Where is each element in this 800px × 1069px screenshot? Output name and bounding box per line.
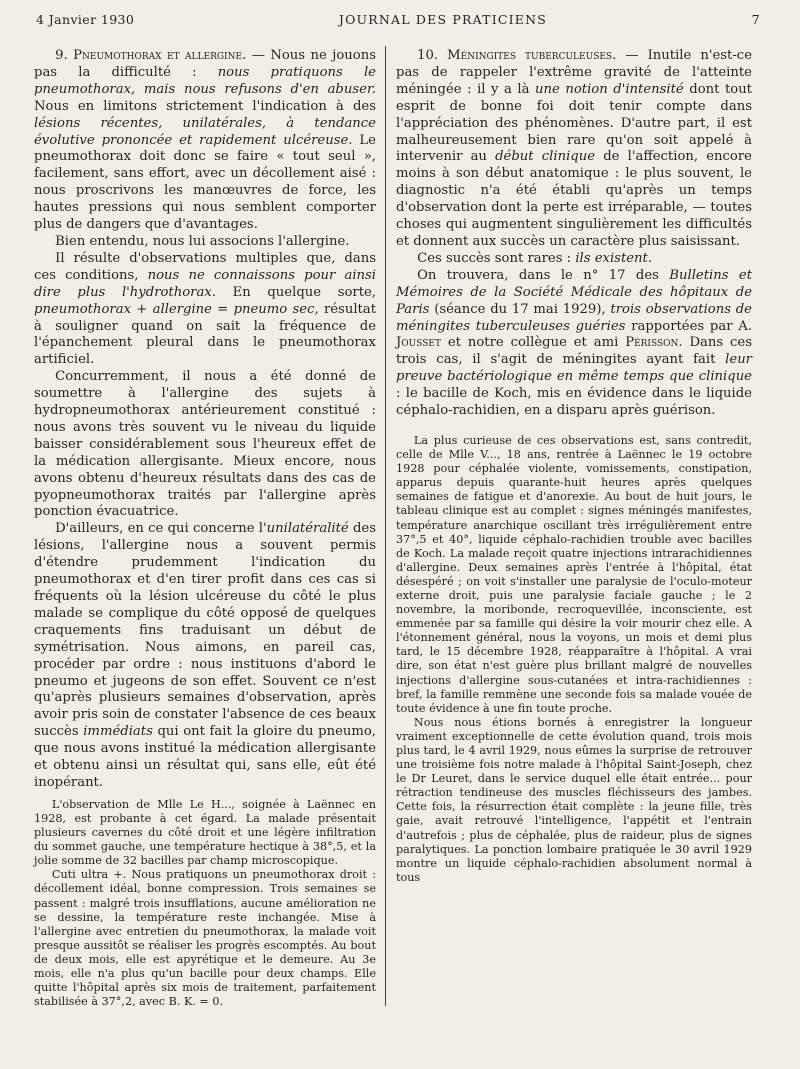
small-paragraph: Nous nous étions bornés à enregistrer la longueur vraiment exceptionnelle de cette évolution quand, trois mois plus tard, le 4 avril 1929, nous eûmes la surprise de retrouver une troisième fois notre malade à l'hôpital Saint-Joseph, chez le Dr Leuret, dans le service duquel elle était entrée... pour rétraction tendineuse des muscles fléchisseurs des jambes. Cette fois, la résurrection était complète : la jeune fille, très gaie, avait retrouvé l'intelligence, l'appétit et l'entrain d'autrefois ; plus de céphalée, plus de raideur, plus de signes paralytiques. La ponction lombaire pratiquée le 30 avril 1929 montre un liquide céphalo-rachidien absolument normal à tous <box>396 715 752 884</box>
small-paragraph: Cuti ultra +. Nous pratiquons un pneumothorax droit : décollement idéal, bonne compression. Trois semaines se passent : malgré trois insufflations, aucune amélioration ne se dessine, la température reste inchangée. Mise à l'allergine avec entretien du pneumothorax, la malade voit presque aussitôt se réaliser les progrès escomptés. Au bout de deux mois, elle est apyrétique et le demeure. Au 3e mois, elle n'a plus qu'un bacille pour deux champs. Elle quitte l'hôpital après six mois de traitement, parfaitement stabilisée à 37°,2, avec B. K. = 0. <box>34 868 376 1009</box>
section-10-heading: 10. Méningites tuberculeuses. <box>417 48 617 63</box>
section-10-paragraph: 10. Méningites tuberculeuses. — Inutile n'est-ce pas de rappeler l'extrême gravité de l'atteinte méningée : il y a là une notion d'intensité dont tout esprit de bonne foi doit tenir compte dans l'appréciation des phénomènes. D'autre part, il est malheureusement bien rare qu'on soit appelé à intervenir au début clinique de l'affection, encore moins à son début anatomique : le plus souvent, le diagnostic n'a été établi qu'après un temps d'observation dont la perte est irréparable, — toutes choses qui augmentent singulièrement les difficultés et donnent aux succès un caractère plus saisissant. <box>396 48 753 249</box>
case-report-right <box>396 434 752 885</box>
right-column <box>396 48 752 885</box>
header-journal-title: JOURNAL DES PRATICIENS <box>338 11 547 27</box>
paragraph: Concurremment, il nous a été donné de soumettre à l'allergine des sujets à hydropneumothorax antérieurement constitué : nous avons très souvent vu le niveau du liquide baisser considérablement sous l'heureux effet de la médication allergisante. Mieux encore, nous avons obtenu d'heureux résultats dans des cas de pyopneumothorax traités par l'allergine après ponction évacuatrice. <box>34 369 376 520</box>
paragraph: Il résulte d'observations multiples que, dans ces conditions, nous ne connaissons pour ainsi dire plus l'hydrothorax. En quelque sorte, pneumothorax + allergine = pneumo sec, résultat à souligner quand on sait la fréquence de l'épanchement pleural dans le pneumothorax artificiel. <box>34 250 377 368</box>
left-column <box>34 48 376 1009</box>
small-paragraph: La plus curieuse de ces observations est, sans contredit, celle de Mlle V..., 18 ans, rentrée à Laënnec le 19 octobre 1928 pour céphalée violente, vomissements, constipation, apparus depuis quarante-huit heures après quelques semaines de fatigue et d'anorexie. Au bout de huit jours, le tableau clinique est au complet : signes méningés manifestes, température anarchique oscillant très irrégulièrement entre 37°,5 et 40°, liquide céphalo-rachidien trouble avec bacilles de Koch. La malade reçoit quatre injections intrarachidiennes d'allergine. Deux semaines après l'entrée à l'hôpital, état désespéré ; on voit s'installer une paralysie de l'oculo-moteur externe droit, puis une paralysie faciale gauche ; le 2 novembre, la moribonde, recroquevillée, inconsciente, est emmenée par sa famille qui désire la voir mourir chez elle. A l'étonnement général, nous la voyons, un mois et demi plus tard, le 15 décembre 1928, réapparaître à l'hôpital. A vrai dire, son état n'est guère plus brillant malgré de nouvelles injections d'allergine sous-cutanées et intra-rachidiennes : bref, la famille remmène une seconde fois sa malade vouée de toute évidence à une fin toute proche. <box>396 433 752 715</box>
column-divider <box>385 46 386 1006</box>
section-9-heading: 9. Pneumothorax et allergine. <box>55 48 247 63</box>
paragraph: Ces succès sont rares : ils existent. <box>417 250 653 266</box>
header-page-number: 7 <box>751 11 760 27</box>
paragraph: Bien entendu, nous lui associons l'allergine. <box>55 233 350 249</box>
paragraph: On trouvera, dans le n° 17 des Bulletins et Mémoires de la Société Médicale des hôpitaux de Paris (séance du 17 mai 1929), trois observations de méningites tuberculeuses guéries rapportées par A. Jousset et notre collègue et ami Périsson. Dans ces trois cas, il s'agit de méningites ayant fait leur preuve bactériologique en même temps que clinique : le bacille de Koch, mis en évidence dans le liquide céphalo-rachidien, en a disparu après guérison. <box>396 267 753 419</box>
paragraph: D'ailleurs, en ce qui concerne l'unilatéralité des lésions, l'allergine nous a souvent permis d'étendre prudemment l'indication du pneumothorax et d'en tirer profit dans ces cas si fréquents où la lésion ulcéreuse du côté le plus malade se complique du côté opposé de quelques craquements fins traduisant un début de symétrisation. Nous aimons, en pareil cas, procéder par ordre : nous instituons d'abord le pneumo et jugeons de son effet. Souvent ce n'est qu'après plusieurs semaines d'observation, après avoir pris soin de constater l'absence de ces beaux succès immédiats qui ont fait la gloire du pneumo, que nous avons institué la médication allergisante et obtenu ainsi un résultat qui, sans elle, eût été inopérant. <box>34 521 376 790</box>
running-header <box>36 8 760 30</box>
section-9-paragraph: 9. Pneumothorax et allergine. — Nous ne jouons pas la difficulté : nous pratiquons le pneumothorax, mais nous refusons d'en abuser. Nous en limitons strictement l'indication à des lésions récentes, unilatérales, à tendance évolutive prononcée et rapidement ulcéreuse. Le pneumothorax doit donc se faire « tout seul », facilement, sans effort, avec un décollement aisé : nous proscrivons les manœuvres de force, les hautes pressions qui nous semblent comporter plus de dangers que d'avantages. <box>34 48 377 233</box>
small-paragraph: L'observation de Mlle Le H..., soignée à Laënnec en 1928, est probante à cet égard. La malade présentait plusieurs cavernes du côté droit et une légère infiltration du sommet gauche, une température hectique à 38°,5, et la jolie somme de 32 bacilles par champ microscopique. <box>34 797 376 868</box>
case-report-left <box>34 798 376 1009</box>
header-date: 4 Janvier 1930 <box>36 11 135 27</box>
